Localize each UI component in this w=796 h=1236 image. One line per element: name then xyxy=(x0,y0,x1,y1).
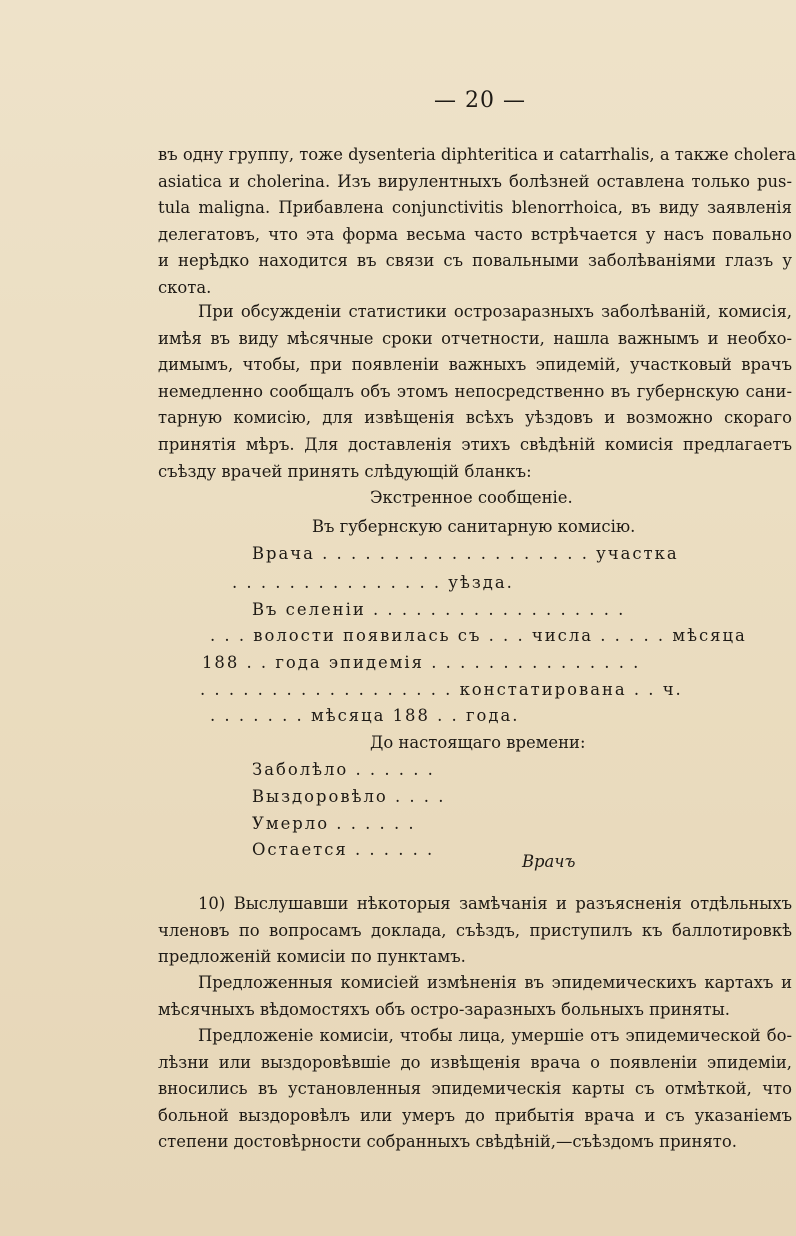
text-line: asiatica и cholerina. Изъ вирулентныхъ болѣзней оставлена только pus- xyxy=(158,171,792,191)
paragraph-5 xyxy=(158,1023,792,1156)
text-line: въ одну группу, тоже dysenteria diphteritica и catarrhalis, а также cholera xyxy=(158,145,796,164)
form-recovered: Выздоровѣло . . . . xyxy=(252,787,446,806)
text-line: предложеній комисіи по пунктамъ. xyxy=(158,947,466,967)
text-line: немедленно сообщалъ объ этомъ непосредственно въ губернскую сани- xyxy=(158,381,792,401)
paragraph-2 xyxy=(158,299,792,485)
form-addressee: Въ губернскую санитарную комисію. xyxy=(312,517,636,536)
page-number: — 20 — xyxy=(434,88,526,113)
form-signature: Врачъ xyxy=(522,852,576,871)
form-line-to-date: До настоящаго времени: xyxy=(370,733,586,752)
form-line-doctor: Врача . . . . . . . . . . . . . . . . . . . участка xyxy=(252,544,679,563)
text-line: Предложенныя комисіей измѣненія въ эпидемическихъ картахъ и xyxy=(198,973,792,992)
form-remains: Остается . . . . . . xyxy=(252,840,435,859)
text-line: tula maligna. Прибавлена conjunctivitis blenorrhoica, въ виду заявленія xyxy=(158,198,792,218)
text-line: Предложеніе комисіи, чтобы лица, умершіе отъ эпидемической бо- xyxy=(198,1026,792,1045)
text-line: скота. xyxy=(158,277,212,297)
text-line: больной выздоровѣлъ или умеръ до прибытія врача и съ указаніемъ xyxy=(158,1105,792,1125)
text-line: членовъ по вопросамъ доклада, съѣздъ, приступилъ къ баллотировкѣ xyxy=(158,920,792,940)
form-line-confirmed: . . . . . . . . . . . . . . . . . . констатирована . . ч. xyxy=(200,680,683,699)
text-line: принятія мѣръ. Для доставленія этихъ свѣдѣній комисія предлагаетъ xyxy=(158,434,792,454)
text-line: лѣзни или выздоровѣвшіе до извѣщенія врача о появленіи эпидеміи, xyxy=(158,1052,792,1072)
text-line: При обсужденіи статистики острозаразныхъ заболѣваній, комисія, xyxy=(198,302,792,321)
form-died: Умерло . . . . . . xyxy=(252,814,416,833)
text-line: делегатовъ, что эта форма весьма часто встрѣчается у насъ повально xyxy=(158,224,792,244)
text-line: тарную комисію, для извѣщенія всѣхъ уѣздовъ и возможно скораго xyxy=(158,408,792,428)
form-title: Экстренное сообщеніе. xyxy=(370,488,573,507)
text-line: 10) Выслушавши нѣкоторыя замѣчанія и разъясненія отдѣльныхъ xyxy=(198,894,792,913)
text-line: мѣсячныхъ вѣдомостяхъ объ остро-заразныхъ больныхъ приняты. xyxy=(158,999,731,1019)
form-line-village: Въ селеніи . . . . . . . . . . . . . . . . . . xyxy=(252,600,626,619)
paragraph-4 xyxy=(158,970,792,1023)
text-line: и нерѣдко находится въ связи съ повальными заболѣваніями глазъ у xyxy=(158,251,792,271)
form-line-volost: . . . волости появилась съ . . . числа . . . . . мѣсяца xyxy=(210,626,747,645)
text-line: имѣя въ виду мѣсячные сроки отчетности, нашла важнымъ и необхо- xyxy=(158,328,792,348)
text-line: димымъ, чтобы, при появленіи важныхъ эпидемій, участковый врачъ xyxy=(158,355,792,375)
text-line: съѣзду врачей принять слѣдующій бланкъ: xyxy=(158,461,532,481)
form-line-district: . . . . . . . . . . . . . . . уѣзда. xyxy=(232,573,514,592)
paragraph-3 xyxy=(158,891,792,971)
text-line: вносились въ установленныя эпидемическія карты съ отмѣткой, что xyxy=(158,1079,792,1099)
form-line-year: 188 . . года эпидемія . . . . . . . . . . . . . . . xyxy=(202,653,641,672)
text-line: степени достовѣрности собранныхъ свѣдѣній,—съѣздомъ принято. xyxy=(158,1132,737,1152)
form-line-month: . . . . . . . мѣсяца 188 . . года. xyxy=(210,706,520,725)
paragraph-1 xyxy=(158,142,796,302)
form-fell-ill: Заболѣло . . . . . . xyxy=(252,760,435,779)
